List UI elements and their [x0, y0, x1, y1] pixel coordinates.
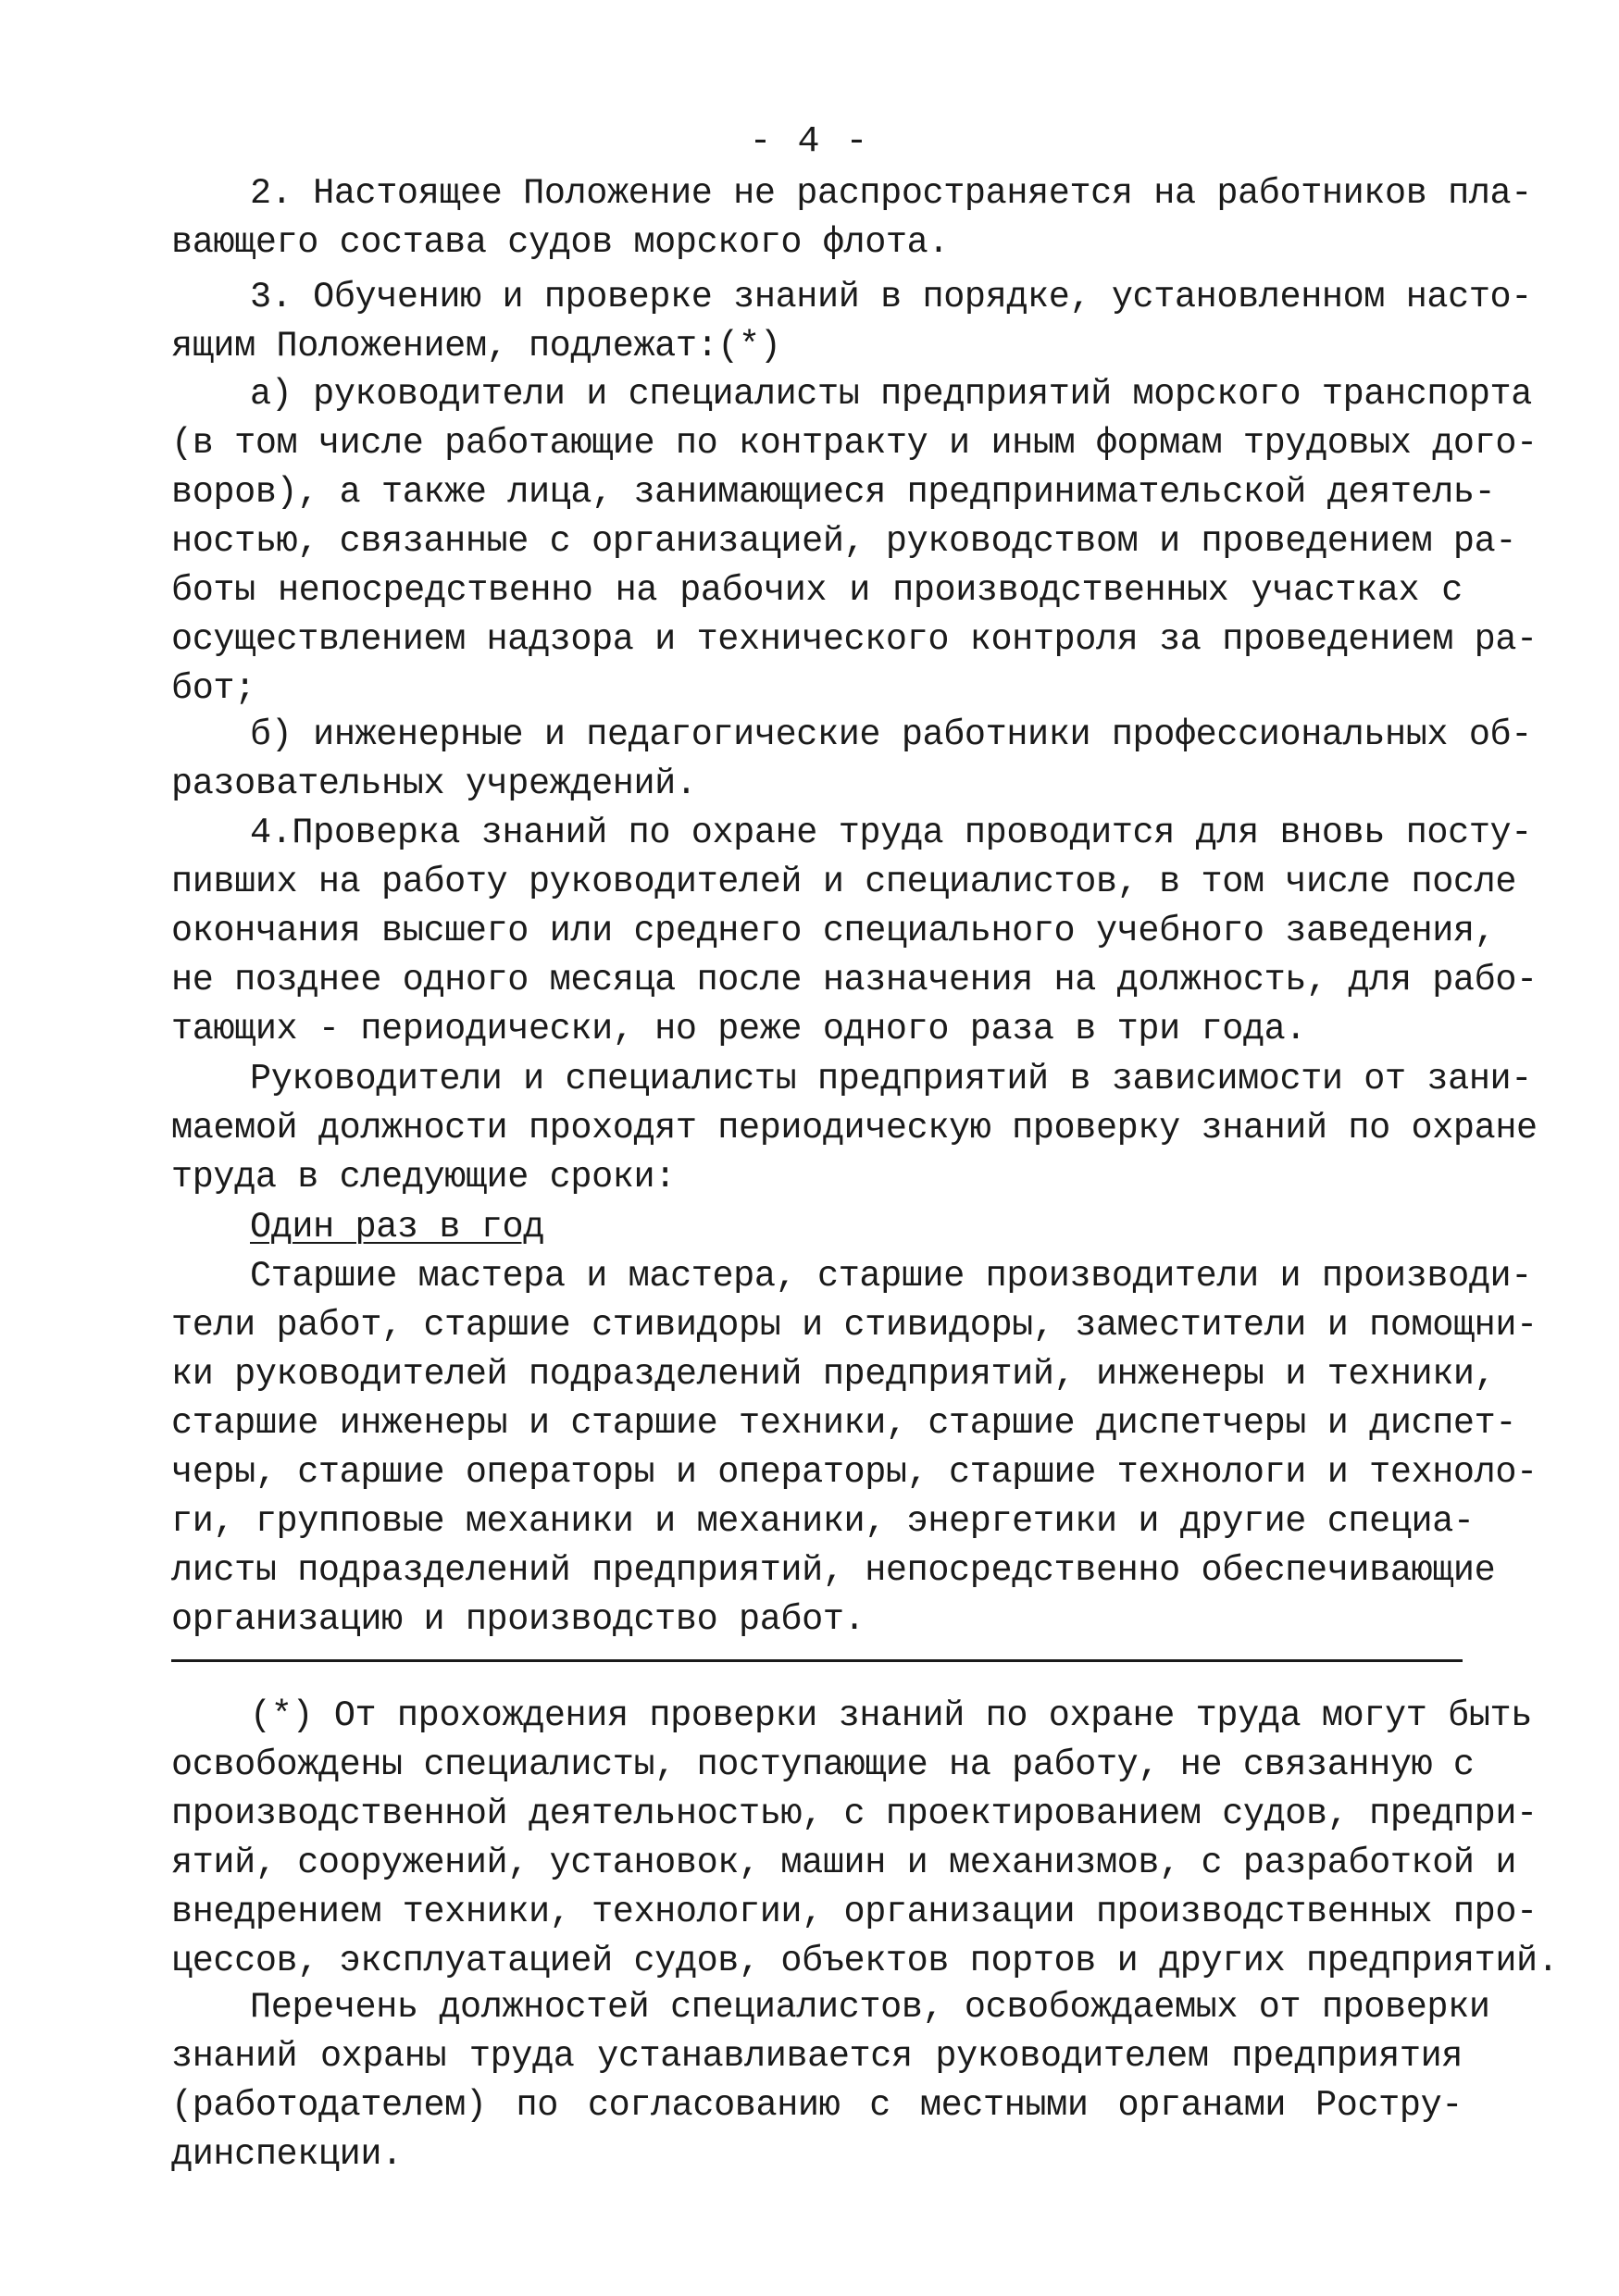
text-line: боты непосредственно на рабочих и производственных участках с: [171, 570, 1463, 611]
text-line: черы, старшие операторы и операторы, старшие технологи и техноло-: [171, 1452, 1538, 1493]
text-line: ящим Положением, подлежат:(*): [171, 326, 781, 366]
text-line: вающего состава судов морского флота.: [171, 222, 950, 263]
text-line: а) руководители и специалисты предприятий морского транспорта: [250, 374, 1532, 415]
text-line: маемой должности проходят периодическую проверку знаний по охране: [171, 1108, 1538, 1148]
text-line: воров), а также лица, занимающиеся предпринимательской деятель-: [171, 472, 1496, 513]
text-line: Руководители и специалисты предприятий в зависимости от зани-: [250, 1059, 1532, 1099]
text-line: (в том числе работающие по контракту и иным формам трудовых дого-: [171, 423, 1538, 464]
text-line: цессов, эксплуатацией судов, объектов портов и других предприятий.: [171, 1941, 1559, 1981]
footnote-separator: [171, 1659, 1463, 1662]
text-line: организацию и производство работ.: [171, 1599, 866, 1640]
text-line: внедрением техники, технологии, организации производственных про-: [171, 1892, 1538, 1932]
text-line: 3. Обучению и проверке знаний в порядке, установленном насто-: [250, 277, 1532, 317]
footnote-2: [171, 1983, 1490, 2179]
text-line: (*) От прохождения проверки знаний по охране труда могут быть: [250, 1695, 1532, 1736]
text-line: окончания высшего или среднего специального учебного заведения,: [171, 911, 1496, 951]
text-line: ятий, сооружений, установок, машин и механизмов, с разработкой и: [171, 1843, 1517, 1883]
text-line: тели работ, старшие стивидоры и стивидоры, заместители и помощни-: [171, 1305, 1538, 1346]
text-line: 4.Проверка знаний по охране труда проводится для вновь посту-: [250, 813, 1532, 853]
text-line: не позднее одного месяца после назначения на должность, для рабо-: [171, 960, 1538, 1000]
text-line: б) инженерные и педагогические работники профессиональных об-: [250, 714, 1532, 755]
text-line: знаний охраны труда устанавливается руководителем предприятия: [171, 2036, 1463, 2077]
text-line: старшие инженеры и старшие техники, старшие диспетчеры и диспет-: [171, 1403, 1517, 1444]
text-line: освобождены специалисты, поступающие на работу, не связанную с: [171, 1744, 1475, 1785]
heading-text: Один раз в год: [250, 1207, 544, 1247]
section-heading-once-a-year: [171, 1203, 1463, 1252]
footnote-1: [171, 1692, 1559, 1986]
text-line: разовательных учреждений.: [171, 763, 697, 804]
text-line: 2. Настоящее Положение не распространяется на работников пла-: [250, 173, 1532, 214]
text-line: осуществлением надзора и технического контроля за проведением ра-: [171, 619, 1538, 660]
text-line: бот;: [171, 668, 255, 709]
paragraph-3b: [171, 711, 1532, 809]
text-line: ки руководителей подразделений предприятий, инженеры и техники,: [171, 1354, 1496, 1395]
text-line: производственной деятельностью, с проектированием судов, предпри-: [171, 1793, 1538, 1834]
text-line: Старшие мастера и мастера, старшие производители и производи-: [250, 1256, 1532, 1297]
text-line: (работодателем) по согласованию с местными органами Рострy-: [171, 2085, 1463, 2126]
text-line: динспекции.: [171, 2134, 403, 2175]
text-line: Перечень должностей специалистов, освобождаемых от проверки: [250, 1987, 1490, 2028]
paragraph-3a: [171, 370, 1538, 714]
paragraph-3: [171, 273, 1532, 371]
page-number: - 4 -: [749, 121, 870, 163]
text-line: листы подразделений предприятий, непосредственно обеспечивающие: [171, 1550, 1496, 1591]
paragraph-4: [171, 809, 1538, 1054]
text-line: тающих - периодически, но реже одного раза в три года.: [171, 1009, 1307, 1049]
paragraph-7: [171, 1252, 1538, 1644]
text-line: ностью, связанные с организацией, руководством и проведением ра-: [171, 521, 1517, 562]
text-line: ги, групповые механики и механики, энергетики и другие специа-: [171, 1501, 1475, 1542]
text-line: труда в следующие сроки:: [171, 1157, 676, 1198]
text-line: пивших на работу руководителей и специалистов, в том числе после: [171, 862, 1517, 902]
paragraph-5: [171, 1055, 1538, 1202]
paragraph-2: [171, 169, 1532, 267]
